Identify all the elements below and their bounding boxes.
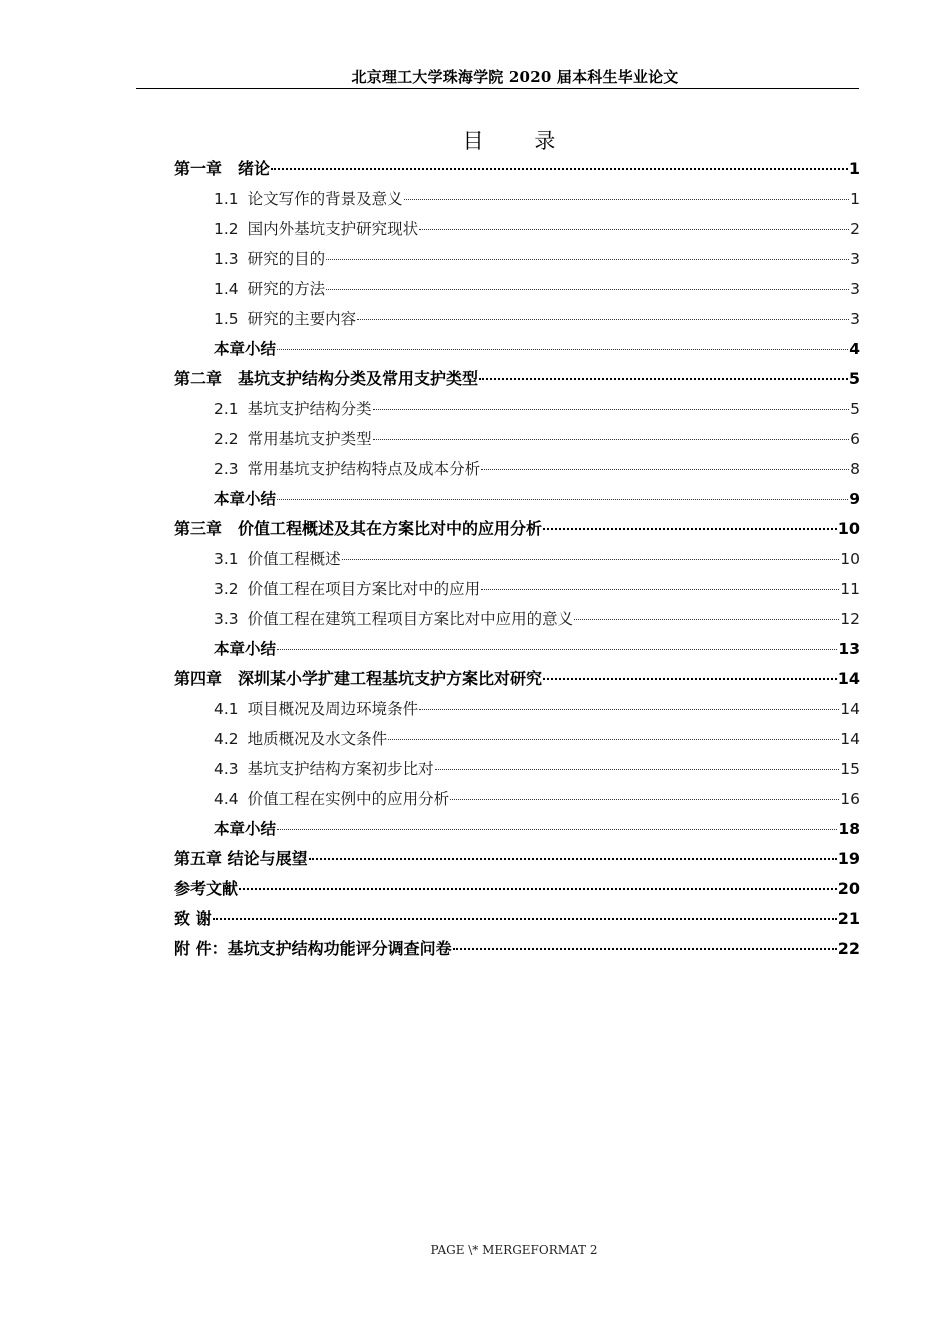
toc-entry-page-number: 3 (850, 280, 860, 298)
toc-entry-number: 3.3 (214, 610, 239, 628)
toc-dot-leader (277, 829, 837, 830)
toc-dot-leader (543, 678, 837, 680)
toc-entry-label: 价值工程在实例中的应用分析 (247, 790, 450, 808)
toc-entry-page-number: 13 (838, 640, 860, 658)
toc-dot-leader (450, 799, 839, 800)
toc-dot-leader (326, 289, 849, 290)
toc-section-entry[interactable] (174, 454, 860, 484)
toc-summary-entry[interactable] (174, 484, 860, 514)
toc-section-entry[interactable] (174, 724, 860, 754)
toc-dot-leader (481, 589, 839, 590)
toc-entry-label: 研究的主要内容 (247, 310, 357, 328)
toc-entry-label: 常用基坑支护类型 (247, 430, 372, 448)
toc-entry-label: 价值工程在建筑工程项目方案比对中应用的意义 (247, 610, 574, 628)
toc-entry-page-number: 9 (849, 490, 860, 508)
toc-section-entry[interactable] (174, 214, 860, 244)
toc-chapter-entry[interactable] (174, 904, 860, 934)
toc-entry-label: 项目概况及周边环境条件 (247, 700, 419, 718)
toc-dot-leader (271, 168, 848, 170)
toc-dot-leader (357, 319, 849, 320)
toc-entry-label: 本章小结 (214, 490, 277, 508)
toc-dot-leader (435, 769, 840, 770)
page-header-title: 北京理工大学珠海学院 2020 届本科生毕业论文 (351, 68, 679, 86)
toc-entry-number: 4.3 (214, 760, 239, 778)
toc-entry-label: 参考文献 (174, 879, 239, 898)
toc-section-entry[interactable] (174, 544, 860, 574)
toc-entry-page-number: 6 (850, 430, 860, 448)
toc-entry-page-number: 5 (848, 369, 860, 388)
toc-dot-leader (373, 409, 849, 410)
toc-section-entry[interactable] (174, 274, 860, 304)
toc-entry-number: 1.5 (214, 310, 239, 328)
toc-entry-number: 1.2 (214, 220, 239, 238)
toc-entry-page-number: 4 (849, 340, 860, 358)
toc-entry-page-number: 10 (837, 519, 860, 538)
toc-dot-leader (309, 858, 837, 860)
toc-dot-leader (373, 439, 849, 440)
toc-dot-leader (213, 918, 837, 920)
toc-entry-page-number: 21 (837, 909, 860, 928)
toc-entry-number: 4.1 (214, 700, 239, 718)
toc-entry-label: 研究的方法 (247, 280, 326, 298)
toc-section-entry[interactable] (174, 604, 860, 634)
toc-dot-leader (277, 649, 837, 650)
toc-section-entry[interactable] (174, 754, 860, 784)
toc-entry-label: 国内外基坑支护研究现状 (247, 220, 419, 238)
toc-entry-label: 研究的目的 (247, 250, 326, 268)
toc-entry-page-number: 19 (837, 849, 860, 868)
toc-entry-page-number: 2 (850, 220, 860, 238)
toc-summary-entry[interactable] (174, 334, 860, 364)
toc-entry-page-number: 10 (840, 550, 860, 568)
toc-dot-leader (277, 499, 848, 500)
toc-entry-label: 第五章 结论与展望 (174, 849, 308, 868)
toc-entry-label: 基坑支护结构方案初步比对 (247, 760, 434, 778)
toc-entry-label: 本章小结 (214, 820, 277, 838)
toc-section-entry[interactable] (174, 244, 860, 274)
toc-entry-page-number: 14 (837, 669, 860, 688)
toc-entry-page-number: 3 (850, 250, 860, 268)
toc-summary-entry[interactable] (174, 814, 860, 844)
toc-dot-leader (453, 948, 837, 950)
toc-entry-label: 基坑支护结构分类 (247, 400, 372, 418)
toc-entry-page-number: 14 (840, 700, 860, 718)
toc-dot-leader (481, 469, 849, 470)
toc-entry-label: 论文写作的背景及意义 (247, 190, 403, 208)
toc-entry-number: 1.1 (214, 190, 239, 208)
toc-entry-page-number: 16 (840, 790, 860, 808)
toc-dot-leader (342, 559, 840, 560)
toc-dot-leader (574, 619, 839, 620)
toc-entry-page-number: 11 (840, 580, 860, 598)
toc-entry-label: 第四章 深圳某小学扩建工程基坑支护方案比对研究 (174, 669, 543, 688)
toc-chapter-entry[interactable] (174, 874, 860, 904)
toc-entry-page-number: 12 (840, 610, 860, 628)
toc-entry-number: 3.2 (214, 580, 239, 598)
toc-entry-page-number: 15 (840, 760, 860, 778)
toc-entry-page-number: 1 (850, 190, 860, 208)
toc-entry-number: 3.1 (214, 550, 239, 568)
toc-entry-number: 1.4 (214, 280, 239, 298)
toc-entry-page-number: 20 (837, 879, 860, 898)
toc-entry-page-number: 22 (837, 939, 860, 958)
toc-entry-page-number: 18 (838, 820, 860, 838)
toc-entry-number: 4.4 (214, 790, 239, 808)
toc-section-entry[interactable] (174, 184, 860, 214)
toc-entry-page-number: 3 (850, 310, 860, 328)
toc-entry-label: 第二章 基坑支护结构分类及常用支护类型 (174, 369, 479, 388)
toc-dot-leader (388, 739, 839, 740)
toc-entry-number: 2.1 (214, 400, 239, 418)
toc-section-entry[interactable] (174, 574, 860, 604)
toc-dot-leader (479, 378, 848, 380)
page-footer: PAGE \* MERGEFORMAT 2 (430, 1243, 598, 1257)
toc-entry-page-number: 8 (850, 460, 860, 478)
table-of-contents (174, 154, 860, 964)
toc-chapter-entry[interactable] (174, 844, 860, 874)
toc-entry-number: 2.3 (214, 460, 239, 478)
toc-entry-label: 本章小结 (214, 340, 277, 358)
toc-entry-number: 1.3 (214, 250, 239, 268)
toc-entry-page-number: 1 (848, 159, 860, 178)
toc-entry-label: 第三章 价值工程概述及其在方案比对中的应用分析 (174, 519, 543, 538)
toc-dot-leader (419, 229, 849, 230)
toc-entry-page-number: 14 (840, 730, 860, 748)
toc-entry-page-number: 5 (850, 400, 860, 418)
toc-dot-leader (277, 349, 848, 350)
toc-dot-leader (239, 888, 837, 890)
toc-dot-leader (326, 259, 849, 260)
toc-summary-entry[interactable] (174, 634, 860, 664)
toc-dot-leader (543, 528, 837, 530)
toc-entry-label: 致 谢 (174, 909, 212, 928)
toc-chapter-entry[interactable] (174, 154, 860, 184)
toc-chapter-entry[interactable] (174, 934, 860, 964)
toc-section-entry[interactable] (174, 424, 860, 454)
toc-chapter-entry[interactable] (174, 514, 860, 544)
toc-section-entry[interactable] (174, 304, 860, 334)
toc-heading: 目 录 (462, 129, 578, 153)
toc-entry-label: 地质概况及水文条件 (247, 730, 388, 748)
toc-entry-label: 价值工程概述 (247, 550, 341, 568)
toc-entry-label: 第一章 绪论 (174, 159, 271, 178)
toc-dot-leader (419, 709, 839, 710)
toc-entry-number: 2.2 (214, 430, 239, 448)
toc-chapter-entry[interactable] (174, 364, 860, 394)
header-rule (136, 88, 859, 89)
toc-section-entry[interactable] (174, 694, 860, 724)
toc-dot-leader (404, 199, 849, 200)
toc-entry-label: 附 件：基坑支护结构功能评分调查问卷 (174, 939, 452, 958)
toc-entry-label: 价值工程在项目方案比对中的应用 (247, 580, 481, 598)
toc-section-entry[interactable] (174, 394, 860, 424)
toc-entry-label: 常用基坑支护结构特点及成本分析 (247, 460, 481, 478)
toc-section-entry[interactable] (174, 784, 860, 814)
toc-chapter-entry[interactable] (174, 664, 860, 694)
toc-entry-number: 4.2 (214, 730, 239, 748)
toc-entry-label: 本章小结 (214, 640, 277, 658)
